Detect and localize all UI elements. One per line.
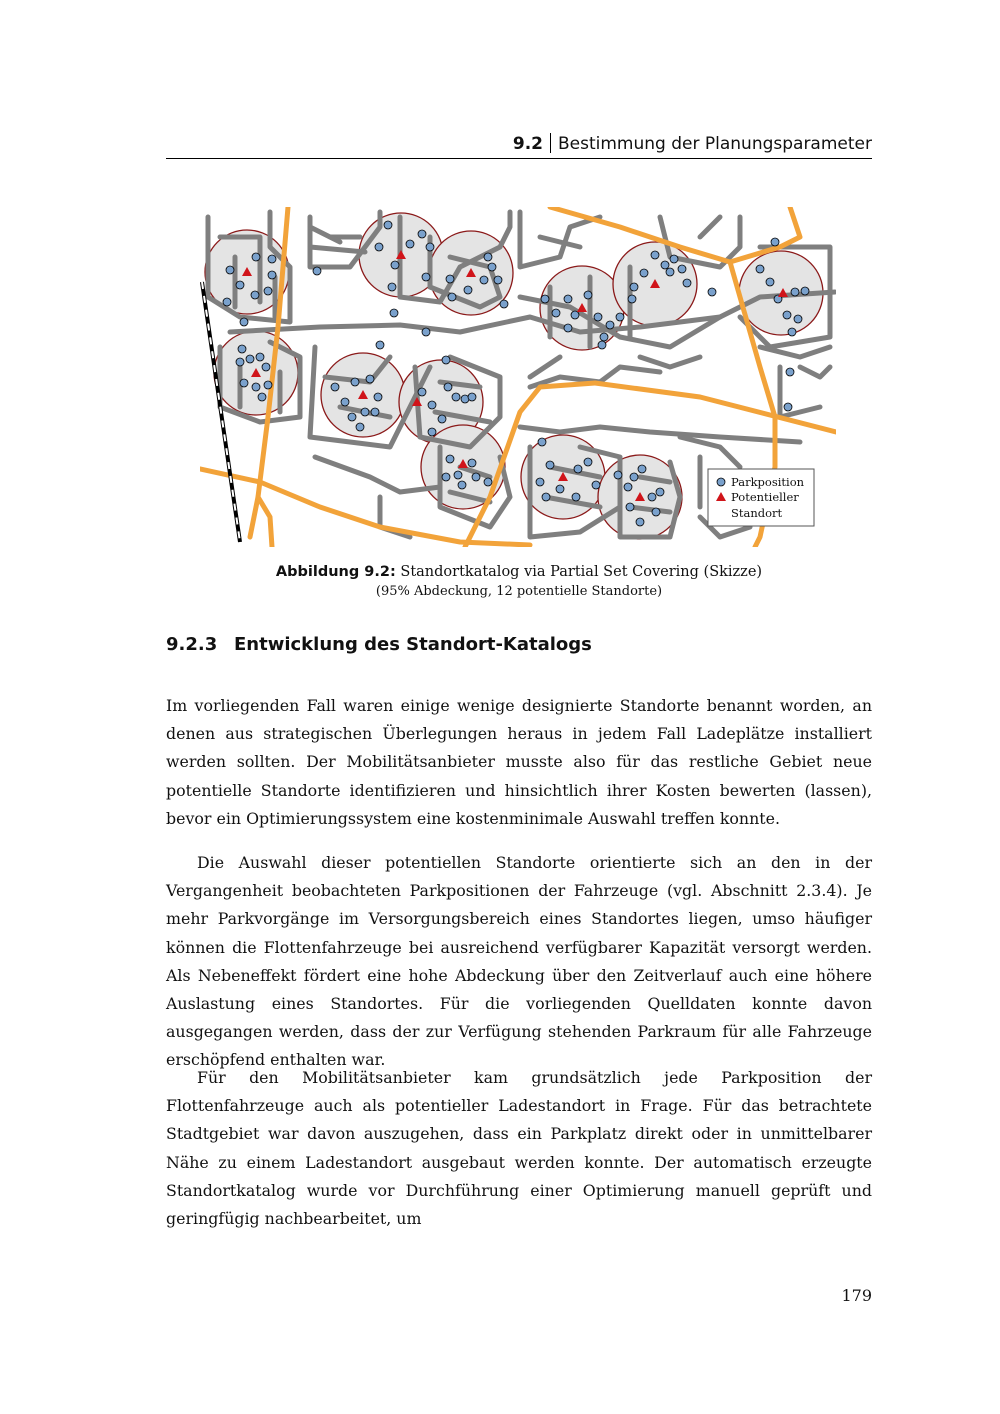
parking-point: [258, 393, 266, 401]
parking-point: [452, 393, 460, 401]
parking-point: [458, 481, 466, 489]
parking-point: [468, 393, 476, 401]
parking-point: [384, 221, 392, 229]
parking-point: [313, 267, 321, 275]
parking-point: [341, 398, 349, 406]
parking-point: [666, 268, 674, 276]
parking-point: [256, 353, 264, 361]
parking-point: [376, 341, 384, 349]
parking-point: [756, 265, 764, 273]
header-section-title: Bestimmung der Planungsparameter: [558, 134, 872, 154]
parking-point: [598, 341, 606, 349]
parking-point: [630, 473, 638, 481]
parking-point: [444, 383, 452, 391]
parking-point: [348, 413, 356, 421]
section-title: Entwicklung des Standort-Katalogs: [234, 634, 592, 655]
caption-label: Abbildung 9.2:: [275, 564, 396, 580]
body-paragraph-2: Die Auswahl dieser potentiellen Standorte orientierte sich an den in der Vergangenheit beobachteten Parkpositionen der Fahrzeuge (vgl. Abschnitt 2.3.4). Je mehr Parkvorgänge im Versorgungsbereich eines Standortes liegen, umso häufiger können die Flottenfahrzeuge bei ausreichend verfügbarer Kapazität versorgt werden. Als Nebeneffekt fördert eine hohe Abdeckung über den Zeitverlauf auch eine höhere Auslastung eines Standortes. Für die vorliegenden Quelldaten konnte davon ausgegangen werden, dass der zur Verfügung stehenden Parkraum für alle Fahrzeuge erschöpfend enthalten war.: [166, 853, 872, 1070]
parking-point: [442, 473, 450, 481]
parking-point: [600, 333, 608, 341]
parking-point: [771, 238, 779, 246]
parking-point: [371, 408, 379, 416]
parking-point: [454, 471, 462, 479]
legend-site-label-1: Potentieller: [731, 490, 799, 504]
parking-point: [546, 461, 554, 469]
parking-point: [252, 253, 260, 261]
parking-point: [428, 428, 436, 436]
legend-parking-symbol: [717, 478, 725, 486]
parking-point: [784, 403, 792, 411]
parking-point: [670, 255, 678, 263]
parking-point: [564, 295, 572, 303]
body-paragraph-1: Im vorliegenden Fall waren einige wenige designierte Standorte benannt worden, an denen aus strategischen Überlegungen heraus in jedem Fall Ladeplätze installiert werden sollten. Der Mobilitätsanbieter musste also für das restliche Gebiet neue potentielle Standorte identifizieren und hinsichtlich ihrer Kosten bewerten (lassen), bevor ein Optimierungssystem eine kostenminimale Auswahl treffen konnte.: [166, 696, 872, 828]
parking-point: [574, 465, 582, 473]
parking-point: [661, 261, 669, 269]
parking-point: [624, 483, 632, 491]
parking-point: [564, 324, 572, 332]
parking-point: [626, 503, 634, 511]
parking-point: [656, 488, 664, 496]
parking-point: [500, 300, 508, 308]
parking-point: [468, 459, 476, 467]
parking-point: [331, 383, 339, 391]
parking-point: [542, 493, 550, 501]
parking-point: [472, 473, 480, 481]
parking-point: [638, 465, 646, 473]
parking-point: [494, 276, 502, 284]
parking-point: [480, 276, 488, 284]
parking-point: [418, 230, 426, 238]
parking-point: [264, 381, 272, 389]
parking-point: [391, 261, 399, 269]
parking-point: [406, 240, 414, 248]
parking-point: [538, 438, 546, 446]
parking-point: [628, 295, 636, 303]
parking-point: [238, 345, 246, 353]
site-catalog-map: [200, 207, 836, 547]
parking-point: [616, 313, 624, 321]
parking-point: [788, 328, 796, 336]
parking-point: [484, 253, 492, 261]
section-number: 9.2.3: [166, 634, 218, 655]
parking-point: [438, 415, 446, 423]
parking-point: [418, 388, 426, 396]
legend-parking-label: Parkposition: [731, 475, 805, 489]
parking-point: [783, 311, 791, 319]
section-heading: [166, 634, 872, 655]
parking-point: [606, 321, 614, 329]
page-number: 179: [841, 1286, 872, 1305]
parking-point: [251, 291, 259, 299]
header-section-number: 9.2: [512, 134, 543, 154]
parking-point: [556, 485, 564, 493]
parking-point: [484, 478, 492, 486]
parking-point: [488, 263, 496, 271]
parking-point: [226, 266, 234, 274]
parking-point: [552, 309, 560, 317]
parking-point: [422, 273, 430, 281]
parking-point: [648, 493, 656, 501]
parking-point: [766, 278, 774, 286]
parking-point: [571, 311, 579, 319]
map-legend: [708, 469, 814, 526]
parking-point: [426, 243, 434, 251]
caption-text: Standortkatalog via Partial Set Covering (Skizze): [400, 564, 763, 580]
parking-point: [683, 279, 691, 287]
parking-point: [630, 283, 638, 291]
parking-point: [361, 408, 369, 416]
parking-point: [374, 393, 382, 401]
parking-point: [223, 298, 231, 306]
header-separator: [550, 133, 551, 153]
parking-point: [786, 368, 794, 376]
parking-point: [262, 363, 270, 371]
caption-subtext: (95% Abdeckung, 12 potentielle Standorte): [375, 584, 663, 599]
parking-point: [794, 315, 802, 323]
parking-point: [268, 271, 276, 279]
parking-point: [252, 383, 260, 391]
parking-point: [791, 288, 799, 296]
parking-point: [652, 508, 660, 516]
parking-point: [422, 328, 430, 336]
parking-point: [388, 283, 396, 291]
parking-point: [236, 358, 244, 366]
figure-caption: [166, 562, 872, 602]
parking-point: [442, 356, 450, 364]
parking-point: [448, 293, 456, 301]
parking-point: [594, 313, 602, 321]
parking-point: [464, 286, 472, 294]
parking-point: [640, 269, 648, 277]
parking-point: [584, 458, 592, 466]
parking-point: [351, 378, 359, 386]
running-header: [166, 133, 872, 159]
parking-point: [614, 471, 622, 479]
parking-point: [572, 493, 580, 501]
legend-site-label-2: Standort: [731, 506, 783, 520]
parking-point: [678, 265, 686, 273]
parking-point: [536, 478, 544, 486]
parking-point: [246, 355, 254, 363]
parking-point: [446, 275, 454, 283]
parking-point: [584, 291, 592, 299]
parking-point: [428, 401, 436, 409]
parking-point: [356, 423, 364, 431]
parking-point: [651, 251, 659, 259]
parking-point: [636, 518, 644, 526]
parking-point: [240, 318, 248, 326]
parking-point: [375, 243, 383, 251]
parking-point: [240, 379, 248, 387]
parking-point: [446, 455, 454, 463]
parking-point: [268, 255, 276, 263]
parking-point: [708, 288, 716, 296]
parking-point: [801, 287, 809, 295]
parking-point: [264, 287, 272, 295]
parking-point: [592, 481, 600, 489]
parking-point: [366, 375, 374, 383]
body-paragraph-3: Für den Mobilitätsanbieter kam grundsätzlich jede Parkposition der Flottenfahrzeuge auch als potentieller Ladestandort in Frage. Für das betrachtete Stadtgebiet war davon auszugehen, dass ein Parkplatz direkt oder in unmittelbarer Nähe zu einem Ladestandort ausgebaut werden konnte. Der automatisch erzeugte Standortkatalog wurde vor Durchführung einer Optimierung manuell geprüft und geringfügig nachbearbeitet, um: [166, 1068, 872, 1229]
parking-point: [541, 295, 549, 303]
parking-point: [236, 281, 244, 289]
parking-point: [390, 309, 398, 317]
